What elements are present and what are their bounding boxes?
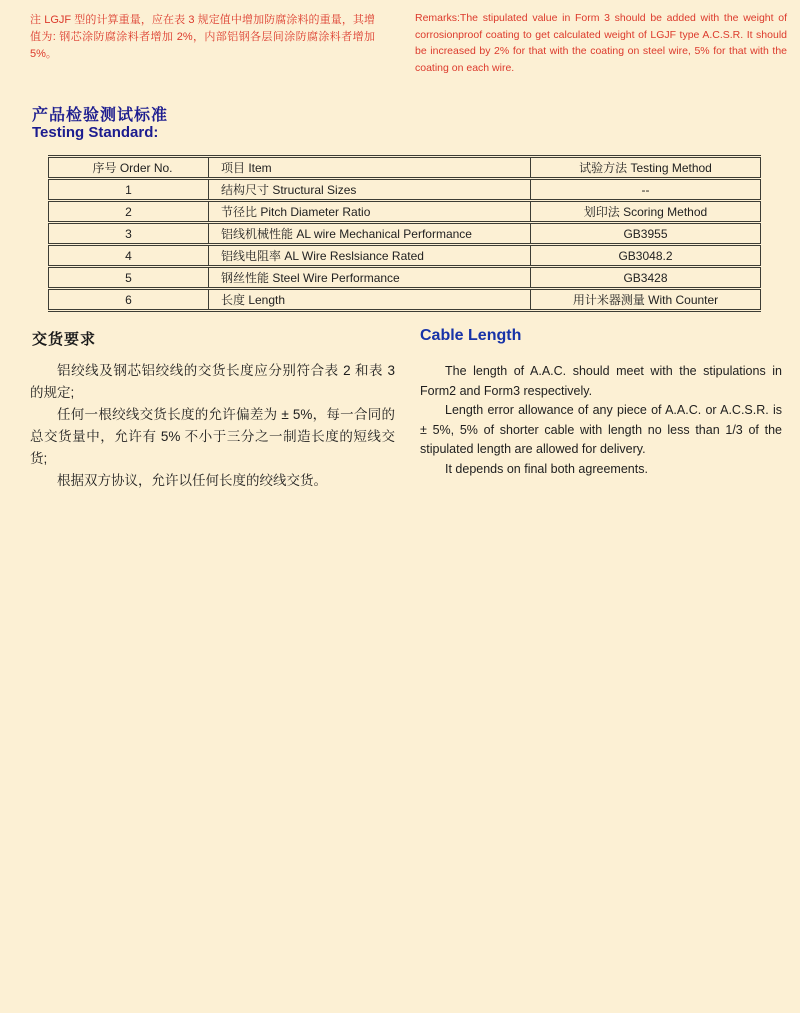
order-no-cell: 2 [49, 201, 209, 223]
item-cell: 铝线电阻率 AL Wire Reslsiance Rated [209, 245, 531, 267]
item-cell: 长度 Length [209, 289, 531, 311]
item-cell: 钢丝性能 Steel Wire Performance [209, 267, 531, 289]
cable-length-title: Cable Length [420, 327, 522, 344]
method-cell: -- [531, 179, 761, 201]
page-bottom-edge [0, 1013, 800, 1020]
delivery-requirements-body [30, 360, 395, 492]
table-row [49, 179, 761, 201]
order-no-cell: 4 [49, 245, 209, 267]
delivery-paragraph-cn: 根据双方协议，允许以任何长度的绞线交货。 [57, 473, 327, 488]
testing-method-column-header: 试验方法 Testing Method [531, 157, 761, 179]
table-row [49, 289, 761, 311]
method-cell: GB3428 [531, 267, 761, 289]
table-row [49, 245, 761, 267]
remark-note-chinese: 注 LGJF 型的计算重量，应在表 3 规定值中增加防腐涂料的重量，其增值为: 钢芯涂防腐涂料者增加 2%，内部铝钢各层间涂防腐涂料者增加 5%。 [30, 14, 375, 60]
method-cell: GB3955 [531, 223, 761, 245]
table-row [49, 223, 761, 245]
item-cell: 铝线机械性能 AL wire Mechanical Performance [209, 223, 531, 245]
order-no-column-header: 序号 Order No. [49, 157, 209, 179]
delivery-paragraph-cn: 任何一根绞线交货长度的允许偏差为 ± 5%，每一合同的总交货量中，允许有 5% 不小于三分之一制造长度的短线交货; [30, 407, 395, 466]
item-column-header: 项目 Item [209, 157, 531, 179]
table-row [49, 267, 761, 289]
delivery-paragraph-cn: 铝绞线及钢芯铝绞线的交货长度应分别符合表 2 和表 3 的规定; [30, 363, 395, 400]
table-header-row [49, 157, 761, 179]
remark-note-english: Remarks:The stipulated value in Form 3 should be added with the weight of corrosionproof coating to get calculated weight of LGJF type A.C.S.R. It should be increased by 2% for that with the coating on steel wire, 5% for that with the coating on each wire. [415, 12, 787, 74]
delivery-requirements-title: 交货要求 [32, 331, 97, 348]
order-no-cell: 1 [49, 179, 209, 201]
order-no-cell: 5 [49, 267, 209, 289]
order-no-cell: 3 [49, 223, 209, 245]
order-no-cell: 6 [49, 289, 209, 311]
testing-standard-title-english: Testing Standard: [32, 124, 159, 141]
item-cell: 节径比 Pitch Diameter Ratio [209, 201, 531, 223]
cable-length-paragraph: The length of A.A.C. should meet with the stipulations in Form2 and Form3 respectively. [420, 364, 782, 398]
method-cell: GB3048.2 [531, 245, 761, 267]
cable-length-paragraph: It depends on final both agreements. [445, 461, 648, 476]
testing-standard-title-chinese: 产品检验测试标准 [32, 107, 169, 124]
cable-length-body [420, 362, 782, 479]
item-cell: 结构尺寸 Structural Sizes [209, 179, 531, 201]
testing-standard-table [48, 155, 761, 312]
table-row [49, 201, 761, 223]
method-cell: 划印法 Scoring Method [531, 201, 761, 223]
method-cell: 用计米器测量 With Counter [531, 289, 761, 311]
cable-length-paragraph: Length error allowance of any piece of A.A.C. or A.C.S.R. is ± 5%, 5% of shorter cable with length no less than 1/3 of the stipulated length are allowed for delivery. [420, 403, 782, 456]
